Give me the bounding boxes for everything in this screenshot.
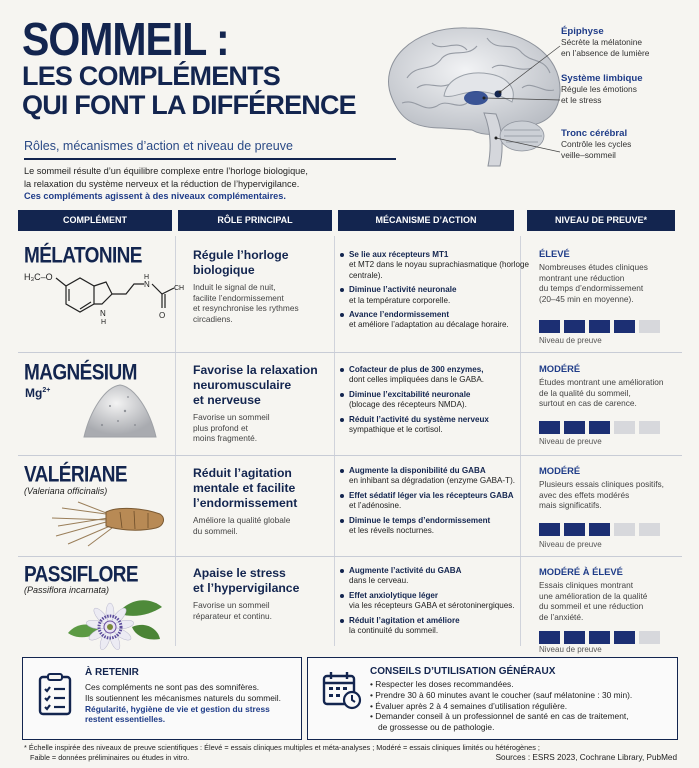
mechanism-item: Diminue l’excitabilité neuronale (blocage des récepteurs NMDA). bbox=[340, 390, 530, 411]
supplement-name: MÉLATONINE bbox=[24, 244, 142, 269]
evidence-bar-segment bbox=[539, 523, 560, 536]
title-line-2: LES COMPLÉMENTS bbox=[22, 61, 281, 91]
evidence-desc-line: de la qualité du sommeil, bbox=[539, 387, 631, 398]
header-role: RÔLE PRINCIPAL bbox=[178, 210, 332, 231]
header-complement: COMPLÉMENT bbox=[18, 210, 172, 231]
evidence-desc-line: Essais cliniques montrant bbox=[539, 580, 634, 590]
intro-strong: Ces compléments agissent à des niveaux complémentaires. bbox=[24, 191, 286, 202]
evidence-bar-segment bbox=[639, 421, 660, 434]
evidence-level-title: MODÉRÉ À ÉLEVÉ bbox=[539, 566, 623, 577]
subtitle: Rôles, mécanismes d’action et niveau de preuve bbox=[24, 139, 293, 153]
mechanism-item: Diminue le temps d’endormissement et les réveils nocturnes. bbox=[340, 516, 530, 537]
footnote-line: Faible = données préliminaires ou études in vitro. bbox=[30, 753, 190, 762]
role-cell bbox=[193, 466, 343, 536]
title-line-1: SOMMEIL : bbox=[22, 13, 229, 66]
role-title: Apaise le stress bbox=[193, 566, 286, 580]
callout-line: Sécrète la mélatonine bbox=[561, 37, 643, 47]
brain-illustration bbox=[372, 18, 572, 173]
conseil-item: de grossesse ou de pathologie. bbox=[378, 722, 495, 733]
retenir-text bbox=[85, 682, 297, 725]
mechanism-item: Effet anxiolytique léger via les récepteurs GABA et sérotoninergiques. bbox=[340, 591, 530, 612]
callout-line: en l’absence de lumière bbox=[561, 48, 650, 58]
conseil-item: • Respecter les doses recommandées. bbox=[370, 679, 514, 689]
header-niveau: NIVEAU DE PREUVE* bbox=[527, 210, 675, 231]
mechanism-list bbox=[340, 466, 530, 540]
evidence-bar-segment bbox=[614, 631, 635, 644]
row-valeriane bbox=[18, 456, 682, 555]
supplement-name: VALÉRIANE bbox=[24, 463, 127, 488]
page-title bbox=[22, 13, 382, 120]
evidence-level bbox=[539, 248, 689, 304]
supplement-name: MAGNÉSIUM bbox=[24, 361, 137, 386]
role-desc-line: et resynchronise les rythmes bbox=[193, 303, 299, 314]
evidence-desc-line: du temps d’endormissement bbox=[539, 283, 644, 294]
mechanism-item: Effet sédatif léger via les récepteurs GABA et l’adénosine. bbox=[340, 491, 530, 512]
role-cell bbox=[193, 363, 343, 444]
evidence-bar-segment bbox=[639, 631, 660, 644]
role-desc bbox=[193, 282, 343, 324]
evidence-desc-line: mais significatifs. bbox=[539, 500, 602, 511]
evidence-bar-segment bbox=[589, 631, 610, 644]
evidence-caption: Niveau de preuve bbox=[539, 645, 602, 654]
callout-epiphyse bbox=[561, 26, 696, 59]
mechanism-item: Se lie aux récepteurs MT1 et MT2 dans le noyau suprachiasmatique (horloge centrale). bbox=[340, 250, 530, 281]
evidence-bars bbox=[539, 523, 660, 536]
callout-title: Épiphyse bbox=[561, 26, 604, 37]
mechanism-item: Diminue l’activité neuronale et la température corporelle. bbox=[340, 285, 530, 306]
evidence-bars bbox=[539, 320, 660, 333]
calendar-clock-icon bbox=[322, 670, 362, 710]
callout-line: veille–sommeil bbox=[561, 150, 616, 160]
role-title: l’endormissement bbox=[193, 496, 298, 510]
evidence-desc-line: Plusieurs essais cliniques positifs, bbox=[539, 479, 664, 489]
evidence-bar-segment bbox=[589, 421, 610, 434]
conseils-list bbox=[370, 679, 674, 733]
title-rule bbox=[24, 158, 396, 160]
role-title: biologique bbox=[193, 263, 255, 277]
evidence-desc-line: montrant une réduction bbox=[539, 272, 625, 283]
evidence-desc bbox=[539, 479, 689, 511]
evidence-desc-line: avec des effets modérés bbox=[539, 489, 630, 500]
evidence-level bbox=[539, 363, 689, 409]
svg-text:O: O bbox=[159, 311, 166, 320]
svg-text:H: H bbox=[144, 274, 150, 281]
evidence-level-title: MODÉRÉ bbox=[539, 363, 581, 374]
callout-title: Système limbique bbox=[561, 73, 643, 84]
evidence-level-title: MODÉRÉ bbox=[539, 465, 581, 476]
magnesium-powder-image bbox=[80, 381, 160, 443]
sources: Sources : ESRS 2023, Cochrane Library, PubMed bbox=[495, 753, 677, 762]
role-desc bbox=[193, 515, 343, 536]
role-title: mentale et facilite bbox=[193, 481, 296, 495]
conseil-item: • Prendre 30 à 60 minutes avant le coucher (sauf mélatonine : 30 min). bbox=[370, 689, 633, 700]
latin-name: (Valeriana officinalis) bbox=[24, 486, 108, 496]
retenir-box bbox=[22, 657, 302, 740]
callout-line: Régule les émotions bbox=[561, 84, 637, 94]
evidence-bar-segment bbox=[614, 320, 635, 333]
checklist-icon bbox=[37, 672, 73, 716]
evidence-bar-segment bbox=[564, 523, 585, 536]
svg-text:N: N bbox=[100, 309, 106, 318]
evidence-bar-segment bbox=[564, 320, 585, 333]
evidence-bar-segment bbox=[614, 523, 635, 536]
evidence-desc-line: (20–45 min en moyenne). bbox=[539, 293, 634, 304]
conseils-content bbox=[370, 666, 674, 733]
role-title: Régule l’horloge bbox=[193, 248, 289, 262]
callout-line: et le stress bbox=[561, 95, 602, 105]
valerian-root-image bbox=[48, 496, 173, 548]
evidence-caption: Niveau de preuve bbox=[539, 540, 602, 549]
evidence-bar-segment bbox=[639, 320, 660, 333]
evidence-desc bbox=[539, 377, 689, 409]
evidence-desc-line: Études montrant une amélioration bbox=[539, 377, 664, 387]
retenir-line: Ils soutiennent les mécanismes naturels du sommeil. bbox=[85, 692, 281, 703]
evidence-desc-line: une amélioration de la qualité bbox=[539, 590, 648, 601]
mechanism-list bbox=[340, 250, 530, 335]
footnote-line: * Échelle inspirée des niveaux de preuve scientifiques : Élevé = essais cliniques multiples et méta-analyses ; Modéré = essais cliniques limités ou hétérogènes ; bbox=[24, 743, 540, 752]
evidence-desc-line: surtout en cas de carence. bbox=[539, 398, 637, 409]
conseils-box bbox=[307, 657, 678, 740]
role-desc bbox=[193, 600, 343, 621]
magnesium-symbol: $Mg^{2+}$ bbox=[25, 386, 51, 400]
role-title: Réduit l’agitation bbox=[193, 466, 292, 480]
passionflower-image bbox=[58, 593, 168, 649]
role-cell bbox=[193, 566, 343, 621]
role-desc-line: réparateur et continu. bbox=[193, 610, 272, 621]
row-passiflore bbox=[18, 557, 682, 652]
evidence-bar-segment bbox=[639, 523, 660, 536]
latin-name: (Passiflora incarnata) bbox=[24, 585, 110, 595]
role-desc-line: Induit le signal de nuit, bbox=[193, 282, 276, 292]
retenir-content bbox=[85, 667, 297, 725]
molecule-label: H₃C–O bbox=[24, 272, 53, 282]
evidence-level-title: ÉLEVÉ bbox=[539, 248, 570, 259]
role-desc-line: moins fragmenté. bbox=[193, 433, 258, 444]
evidence-bar-segment bbox=[539, 631, 560, 644]
role-desc-line: facilite l’endormissement bbox=[193, 292, 284, 303]
mechanism-item: Cofacteur de plus de 300 enzymes, dont celles impliquées dans le GABA. bbox=[340, 365, 530, 386]
row-magnesium bbox=[18, 353, 682, 454]
callout-limbique bbox=[561, 73, 696, 106]
retenir-strong: restent essentielles. bbox=[85, 714, 166, 725]
callout-tronc bbox=[561, 128, 696, 161]
evidence-caption: Niveau de preuve bbox=[539, 437, 602, 446]
callout-title: Tronc cérébral bbox=[561, 128, 628, 139]
evidence-desc-line: du sommeil et une réduction bbox=[539, 601, 644, 612]
evidence-desc-line: Nombreuses études cliniques bbox=[539, 262, 648, 272]
svg-text:CH: CH bbox=[174, 285, 185, 292]
header-mecanisme: MÉCANISME D’ACTION bbox=[338, 210, 514, 231]
evidence-bar-segment bbox=[564, 421, 585, 434]
title-line-3: QUI FONT LA DIFFÉRENCE bbox=[22, 90, 356, 120]
conseil-item: • Demander conseil à un professionnel de santé en cas de traitement, bbox=[370, 711, 629, 722]
role-desc-line: plus profond et bbox=[193, 422, 248, 433]
mechanism-list bbox=[340, 566, 530, 640]
evidence-level bbox=[539, 465, 689, 511]
evidence-desc bbox=[539, 580, 689, 622]
mechanism-item: Réduit l’agitation et améliore la continuité du sommeil. bbox=[340, 616, 530, 637]
evidence-caption: Niveau de preuve bbox=[539, 336, 602, 345]
evidence-bar-segment bbox=[539, 421, 560, 434]
evidence-level bbox=[539, 566, 689, 622]
evidence-bar-segment bbox=[539, 320, 560, 333]
mechanism-item: Réduit l’activité du système nerveux sympathique et le cortisol. bbox=[340, 415, 530, 436]
role-title: Favorise la relaxation bbox=[193, 363, 318, 377]
conseils-title: CONSEILS D’UTILISATION GÉNÉRAUX bbox=[370, 666, 556, 677]
retenir-strong: Régularité, hygiène de vie et gestion du stress bbox=[85, 703, 270, 714]
evidence-bars bbox=[539, 421, 660, 434]
evidence-bar-segment bbox=[589, 523, 610, 536]
svg-text:H: H bbox=[101, 319, 107, 326]
retenir-title: À RETENIR bbox=[85, 667, 139, 678]
row-melatonine bbox=[18, 236, 682, 352]
role-cell bbox=[193, 248, 343, 324]
mechanism-item: Avance l’endormissement et améliore l’adaptation au décalage horaire. bbox=[340, 310, 530, 331]
role-title: neuromusculaire bbox=[193, 378, 292, 392]
role-desc bbox=[193, 412, 343, 444]
role-desc-line: Favorise un sommeil bbox=[193, 412, 270, 422]
mechanism-item: Augmente l’activité du GABA dans le cerveau. bbox=[340, 566, 530, 587]
conseil-item: • Évaluer après 2 à 4 semaines d’utilisation régulière. bbox=[370, 700, 568, 711]
mechanism-item: Augmente la disponibilité du GABA en inhibant sa dégradation (enzyme GABA-T). bbox=[340, 466, 530, 487]
evidence-bar-segment bbox=[614, 421, 635, 434]
role-title: et l’hypervigilance bbox=[193, 581, 300, 595]
melatonine-molecule bbox=[22, 268, 185, 348]
evidence-desc-line: de l’anxiété. bbox=[539, 611, 584, 622]
intro-text bbox=[24, 165, 414, 203]
callout-line: Contrôle les cycles bbox=[561, 139, 632, 149]
supplement-name: PASSIFLORE bbox=[24, 563, 138, 588]
mechanism-list bbox=[340, 365, 530, 439]
evidence-bars bbox=[539, 631, 660, 644]
evidence-bar-segment bbox=[589, 320, 610, 333]
retenir-line: Ces compléments ne sont pas des somnifères. bbox=[85, 682, 260, 692]
svg-text:N: N bbox=[144, 280, 150, 289]
intro-line-1: Le sommeil résulte d’un équilibre complexe entre l’horloge biologique, bbox=[24, 166, 308, 176]
intro-line-2: la relaxation du système nerveux et la réduction de l’hypervigilance. bbox=[24, 178, 300, 189]
role-title: et nerveuse bbox=[193, 393, 261, 407]
evidence-bar-segment bbox=[564, 631, 585, 644]
role-desc-line: circadiens. bbox=[193, 313, 233, 324]
role-desc-line: Améliore la qualité globale bbox=[193, 515, 291, 525]
evidence-desc bbox=[539, 262, 689, 304]
role-desc-line: Favorise un sommeil bbox=[193, 600, 270, 610]
role-desc-line: du sommeil. bbox=[193, 525, 238, 536]
